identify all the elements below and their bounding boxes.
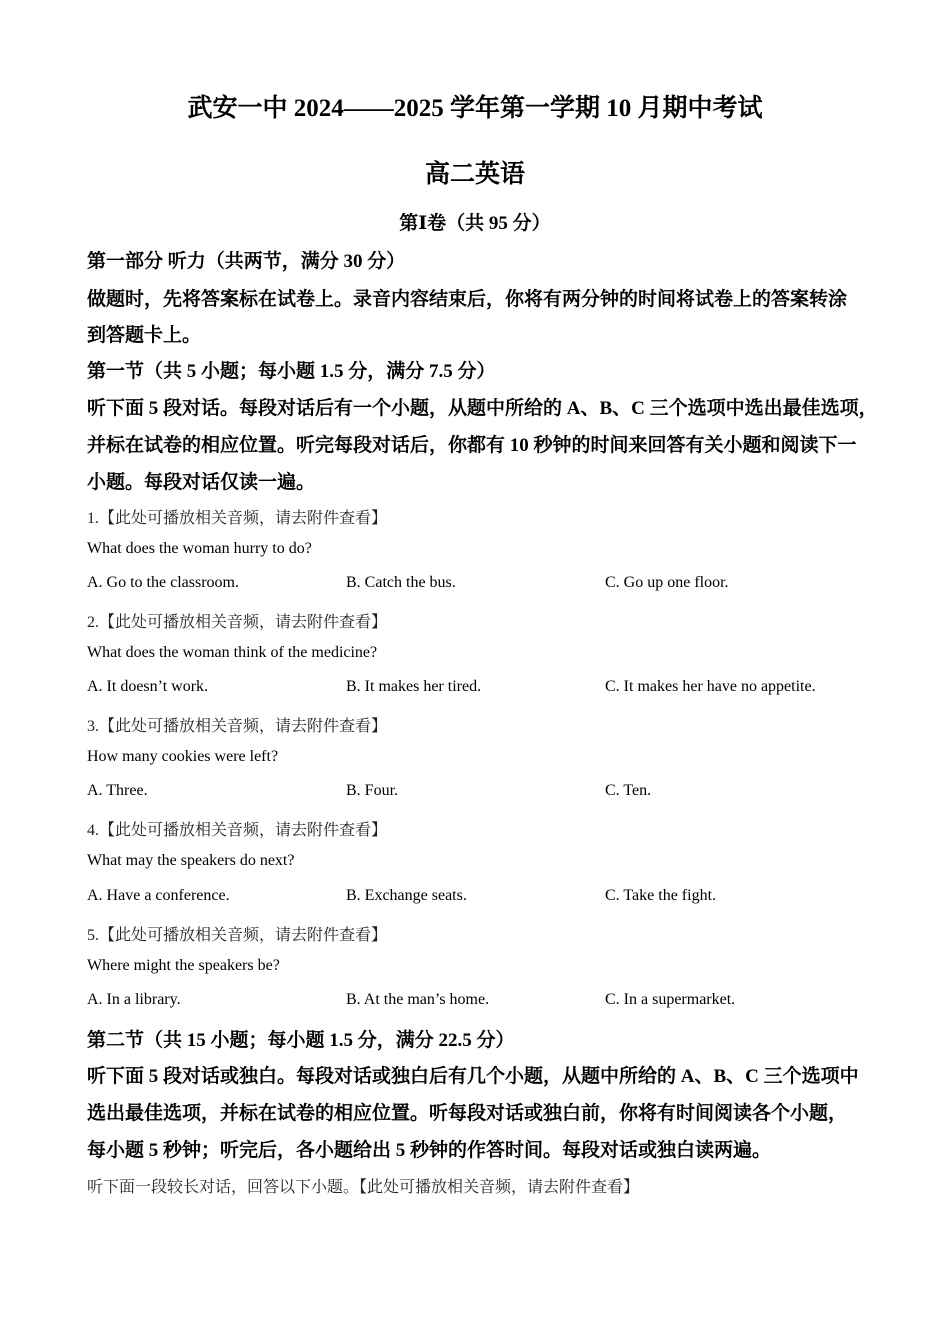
option-a: A. Go to the classroom. xyxy=(87,574,239,591)
option-b: B. Exchange seats. xyxy=(346,887,467,904)
question-text: What may the speakers do next? xyxy=(87,852,295,869)
section2-instruction-line: 每小题 5 秒钟；听完后，各小题给出 5 秒钟的作答时间。每段对话或独白读两遍。 xyxy=(87,1140,772,1161)
option-b: B. It makes her tired. xyxy=(346,678,482,695)
option-c: C. Take the fight. xyxy=(605,887,717,904)
section2-instruction-line: 选出最佳选项，并标在试卷的相应位置。听每段对话或独白前，你将有时间阅读各个小题， xyxy=(87,1103,848,1124)
section1-instruction-line: 并标在试卷的相应位置。听完每段对话后，你都有 10 秒钟的时间来回答有关小题和阅读下一 xyxy=(87,435,857,456)
option-b: B. Catch the bus. xyxy=(346,574,456,591)
question-text: How many cookies were left? xyxy=(87,748,279,765)
question-text: Where might the speakers be? xyxy=(87,957,280,974)
exam-title: 武安一中 2024——2025 学年第一学期 10 月期中考试 xyxy=(187,95,763,122)
audio-placeholder-note: 1.【此处可播放相关音频，请去附件查看】 xyxy=(87,510,388,527)
question-text: What does the woman think of the medicine? xyxy=(87,644,378,661)
audio-placeholder-note: 听下面一段较长对话，回答以下小题。【此处可播放相关音频，请去附件查看】 xyxy=(87,1179,640,1196)
audio-placeholder-note: 2.【此处可播放相关音频，请去附件查看】 xyxy=(87,614,388,631)
option-c: C. It makes her have no appetite. xyxy=(605,678,816,695)
part1-instruction-line: 做题时，先将答案标在试卷上。录音内容结束后，你将有两分钟的时间将试卷上的答案转涂 xyxy=(87,289,848,310)
part1-heading: 第一部分 听力（共两节，满分 30 分） xyxy=(87,251,406,272)
volume-heading: 第Ⅰ卷（共 95 分） xyxy=(399,213,551,234)
section1-instruction-line: 小题。每段对话仅读一遍。 xyxy=(87,472,316,493)
subject-title: 高二英语 xyxy=(424,161,525,188)
section2-instruction-line: 听下面 5 段对话或独白。每段对话或独白后有几个小题，从题中所给的 A、B、C 三个选项中 xyxy=(87,1066,859,1087)
question-text: What does the woman hurry to do? xyxy=(87,540,312,557)
part1-instruction-line: 到答题卡上。 xyxy=(87,325,202,346)
option-c: C. Go up one floor. xyxy=(605,574,729,591)
section2-heading: 第二节（共 15 小题；每小题 1.5 分，满分 22.5 分） xyxy=(87,1030,515,1051)
option-a: A. Three. xyxy=(87,782,148,799)
section1-instruction-line: 听下面 5 段对话。每段对话后有一个小题，从题中所给的 A、B、C 三个选项中选出最佳选项， xyxy=(87,398,878,419)
option-a: A. In a library. xyxy=(87,991,181,1008)
option-c: C. In a supermarket. xyxy=(605,991,736,1008)
audio-placeholder-note: 5.【此处可播放相关音频，请去附件查看】 xyxy=(87,927,388,944)
option-b: B. At the man’s home. xyxy=(346,991,490,1008)
option-a: A. Have a conference. xyxy=(87,887,230,904)
option-b: B. Four. xyxy=(346,782,399,799)
option-c: C. Ten. xyxy=(605,782,652,799)
section1-heading: 第一节（共 5 小题；每小题 1.5 分，满分 7.5 分） xyxy=(87,361,496,382)
audio-placeholder-note: 4.【此处可播放相关音频，请去附件查看】 xyxy=(87,822,388,839)
option-a: A. It doesn’t work. xyxy=(87,678,209,695)
audio-placeholder-note: 3.【此处可播放相关音频，请去附件查看】 xyxy=(87,718,388,735)
